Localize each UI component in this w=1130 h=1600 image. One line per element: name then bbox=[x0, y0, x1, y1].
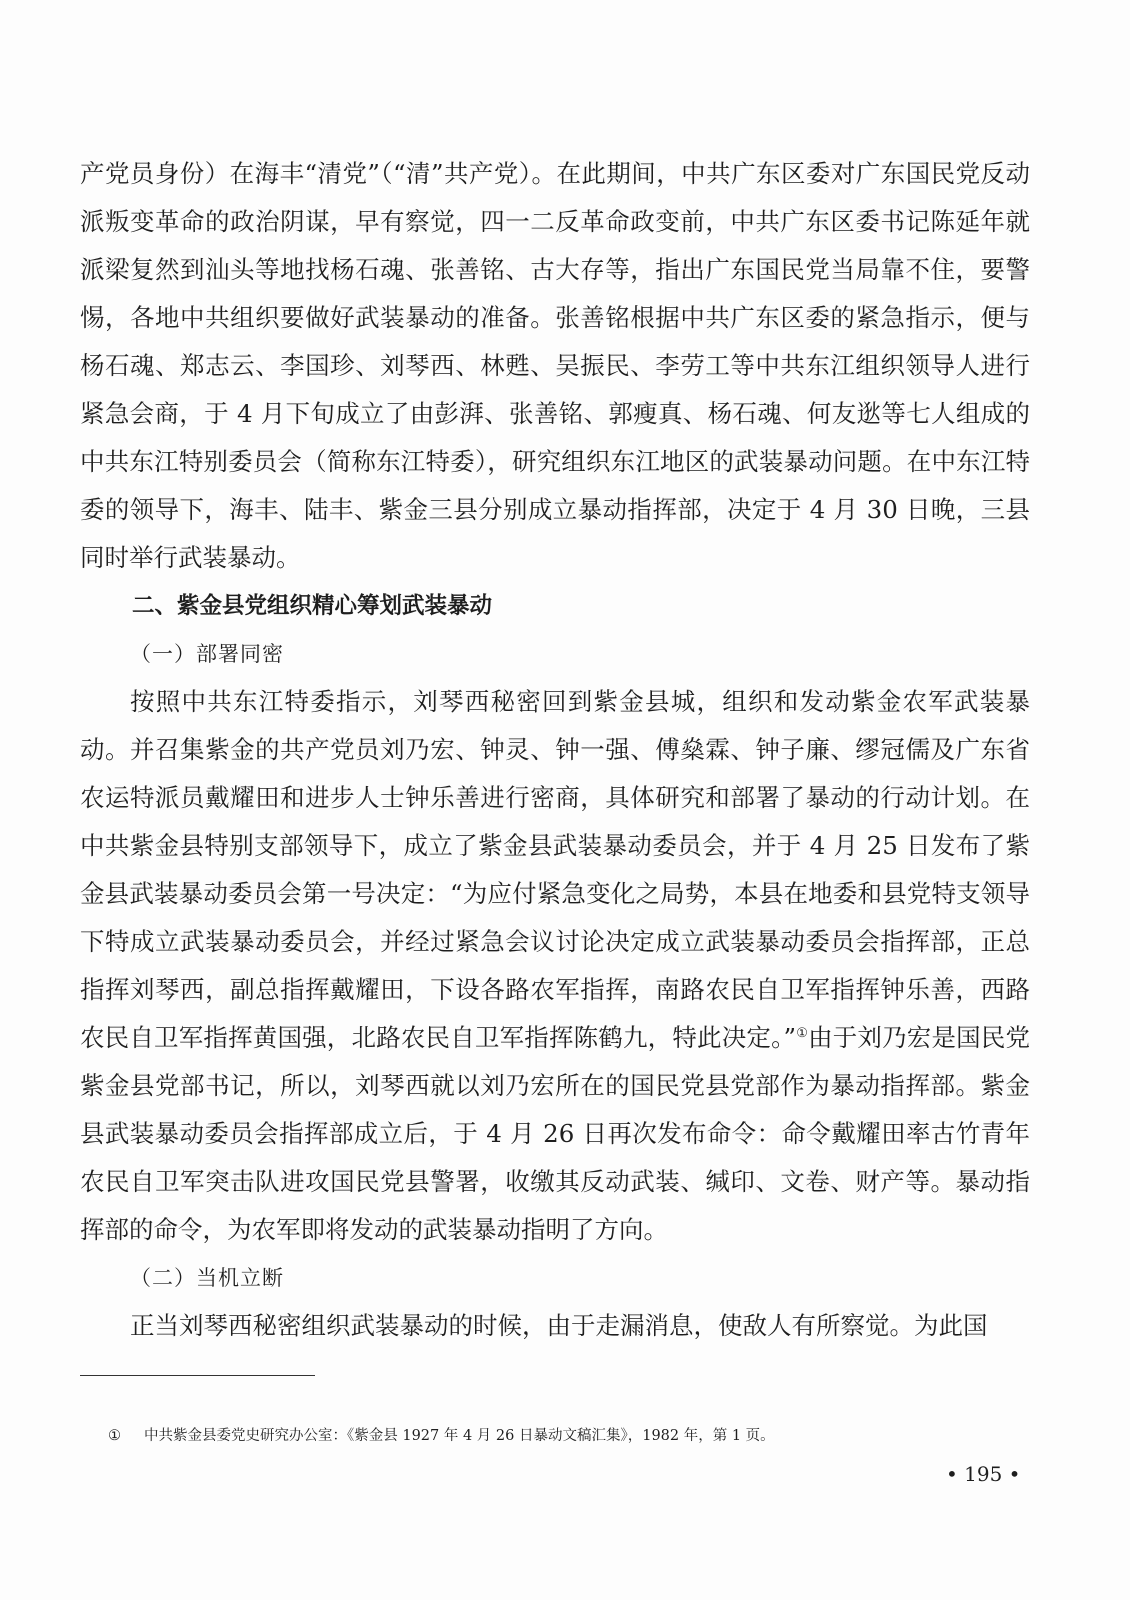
footnote-mark: ① bbox=[108, 1428, 121, 1444]
page-body bbox=[80, 150, 1030, 1350]
paragraph-text: 按照中共东江特委指示，刘琴西秘密回到紫金县城，组织和发动紫金农军武装暴动。并召集紫金的共产党员刘乃宏、钟灵、钟一强、傅燊霖、钟子廉、缪冠儒及广东省农运特派员戴耀田和进步人士钟乐善进行密商，具体研究和部署了暴动的行动计划。在中共紫金县特别支部领导下，成立了紫金县武装暴动委员会，并于 4 月 25 日发布了紫金县武装暴动委员会第一号决定：“为应付紧急变化之局势，本县在地委和县党特支领导下特成立武装暴动委员会，并经过紧急会议讨论决定成立武装暴动委员会指挥部，正总指挥刘琴西，副总指挥戴耀田，下设各路农军指挥，南路农民自卫军指挥钟乐善，西路农民自卫军指挥黄国强，北路农民自卫军指挥陈鹤九，特此决定。” bbox=[80, 687, 1030, 1052]
subsection-heading-1: （一）部署同密 bbox=[130, 642, 284, 666]
subsection-heading-2: （二）当机立断 bbox=[130, 1266, 284, 1290]
footnote-text: 中共紫金县委党史研究办公室：《紫金县 1927 年 4 月 26 日暴动文稿汇集》，1982 年，第 1 页。 bbox=[144, 1428, 775, 1444]
page-number: • 195 • bbox=[946, 1462, 1021, 1486]
paragraph-decision: 正当刘琴西秘密组织武装暴动的时候，由于走漏消息，使敌人有所察觉。为此国 bbox=[130, 1311, 988, 1340]
footnote bbox=[108, 1426, 1008, 1446]
section-heading: 二、紫金县党组织精心筹划武装暴动 bbox=[132, 593, 493, 619]
paragraph-continuation: 产党员身份）在海丰“清党”（“清”共产党）。在此期间，中共广东区委对广东国民党反动派叛变革命的政治阴谋，早有察觉，四一二反革命政变前，中共广东区委书记陈延年就派梁复然到汕头等地找杨石魂、张善铭、古大存等，指出广东国民党当局靠不住，要警惕，各地中共组织要做好武装暴动的准备。张善铭根据中共广东区委的紧急指示，便与杨石魂、郑志云、李国珍、刘琴西、林甦、吴振民、李劳工等中共东江组织领导人进行紧急会商，于 4 月下旬成立了由彭湃、张善铭、郭瘦真、杨石魂、何友逖等七人组成的中共东江特别委员会（简称东江特委），研究组织东江地区的武装暴动问题。在中东江特委的领导下，海丰、陆丰、紫金三县分别成立暴动指挥部，决定于 4 月 30 日晚，三县同时举行武装暴动。 bbox=[80, 159, 1030, 572]
footnote-reference[interactable]: ① bbox=[796, 1025, 809, 1041]
footnote-divider bbox=[80, 1375, 315, 1376]
paragraph-text: 由于刘乃宏是国民党紫金县党部书记，所以，刘琴西就以刘乃宏所在的国民党县党部作为暴动指挥部。紫金县武装暴动委员会指挥部成立后，于 4 月 26 日再次发布命令：命令戴耀田率古竹青年农民自卫军突击队进攻国民党县警署，收缴其反动武装、缄印、文卷、财产等。暴动指挥部的命令，为农军即将发动的武装暴动指明了方向。 bbox=[80, 1023, 1031, 1244]
paragraph-deployment bbox=[80, 678, 1030, 1254]
